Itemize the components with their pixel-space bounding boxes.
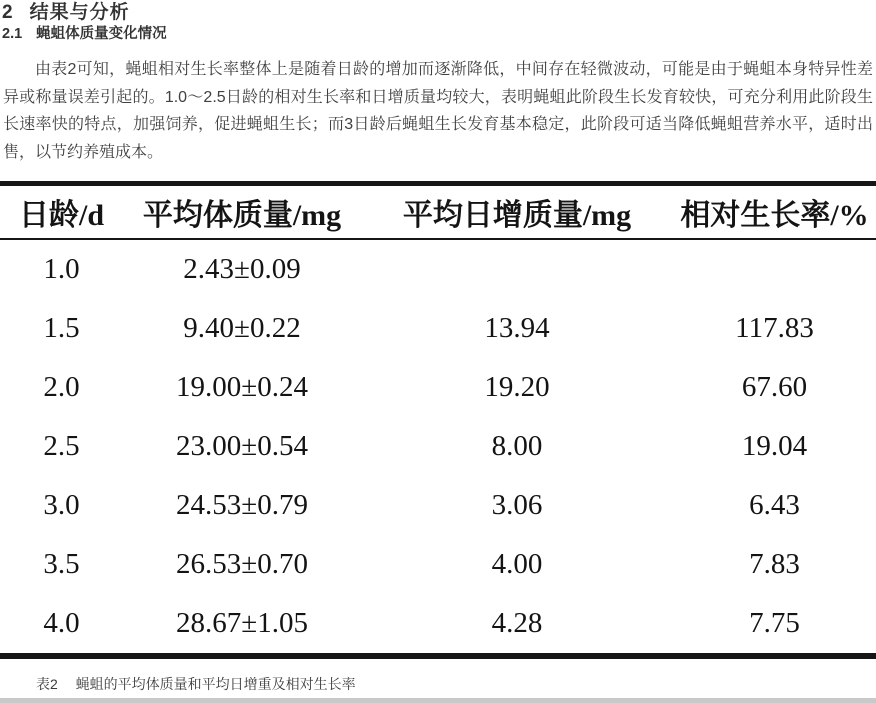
table-header-row [0, 184, 876, 240]
table-header-cell: 相对生长率/% [673, 184, 876, 240]
growth-data-table [0, 181, 876, 659]
table-cell: 2.0 [43, 371, 80, 403]
document-page [0, 2, 876, 694]
table-row [0, 239, 876, 299]
table-cell [673, 239, 876, 299]
table-cell: 6.43 [749, 489, 800, 521]
table-cell: 1.5 [43, 312, 80, 344]
section-title: 结果与分析 [29, 2, 130, 23]
table-row [0, 299, 876, 358]
table-header-cell: 平均日增质量/mg [361, 184, 673, 240]
table-cell: 4.00 [491, 548, 543, 580]
table-row [0, 358, 876, 417]
subsection-title: 蝇蛆体质量变化情况 [36, 26, 167, 42]
table-header-cell: 日龄/d [0, 184, 123, 240]
table-caption [36, 674, 876, 694]
table-cell: 19.04 [741, 430, 808, 462]
table-cell: 67.60 [741, 371, 808, 403]
table-caption-label: 表2 [36, 676, 58, 692]
table-cell: 3.0 [43, 489, 80, 521]
section-number: 2 [2, 2, 13, 23]
table-cell: 1.0 [43, 253, 80, 285]
table-cell: 4.0 [43, 607, 80, 639]
table-caption-text: 蝇蛆的平均体质量和平均日增重及相对生长率 [75, 676, 356, 692]
table-body [0, 239, 876, 656]
table-header-cell: 平均体质量/mg [123, 184, 361, 240]
body-paragraph: 由表2可知，蝇蛆相对生长率整体上是随着日龄的增加而逐渐降低，中间存在轻微波动，可能是由于蝇蛆本身特异性差异或称量误差引起的。1.0～2.5日龄的相对生长率和日增质量均较大，表明蝇蛆此阶段生长发育较快，可充分利用此阶段生长速率快的特点，加强饲养，促进蝇蛆生长；而3日龄后蝇蛆生长发育基本稳定，此阶段可适当降低蝇蛆营养水平，适时出售，以节约养殖成本。 [3, 61, 873, 161]
table-row [0, 417, 876, 476]
table-cell: 24.53±0.79 [176, 489, 308, 521]
table-cell: 2.5 [43, 430, 80, 462]
section-heading [2, 2, 876, 24]
table-cell: 9.40±0.22 [183, 312, 301, 344]
table-cell: 13.94 [484, 312, 550, 344]
subsection-number: 2.1 [2, 26, 23, 42]
table-cell: 4.28 [491, 607, 543, 639]
subsection-heading [2, 25, 876, 43]
table-row [0, 535, 876, 594]
table-cell: 7.75 [749, 607, 800, 639]
table-row [0, 476, 876, 535]
table-cell: 26.53±0.70 [176, 548, 308, 580]
table-cell: 3.5 [43, 548, 80, 580]
table-cell: 19.00±0.24 [176, 371, 308, 403]
table-cell: 117.83 [735, 312, 814, 344]
table-cell: 28.67±1.05 [176, 607, 308, 639]
table-cell: 2.43±0.09 [183, 253, 301, 285]
table-cell: 8.00 [491, 430, 543, 462]
table-cell: 7.83 [749, 548, 800, 580]
table-row [0, 594, 876, 656]
table-cell: 19.20 [484, 371, 550, 403]
table-cell [361, 239, 673, 299]
table-cell: 23.00±0.54 [176, 430, 308, 462]
table-cell: 3.06 [491, 489, 543, 521]
